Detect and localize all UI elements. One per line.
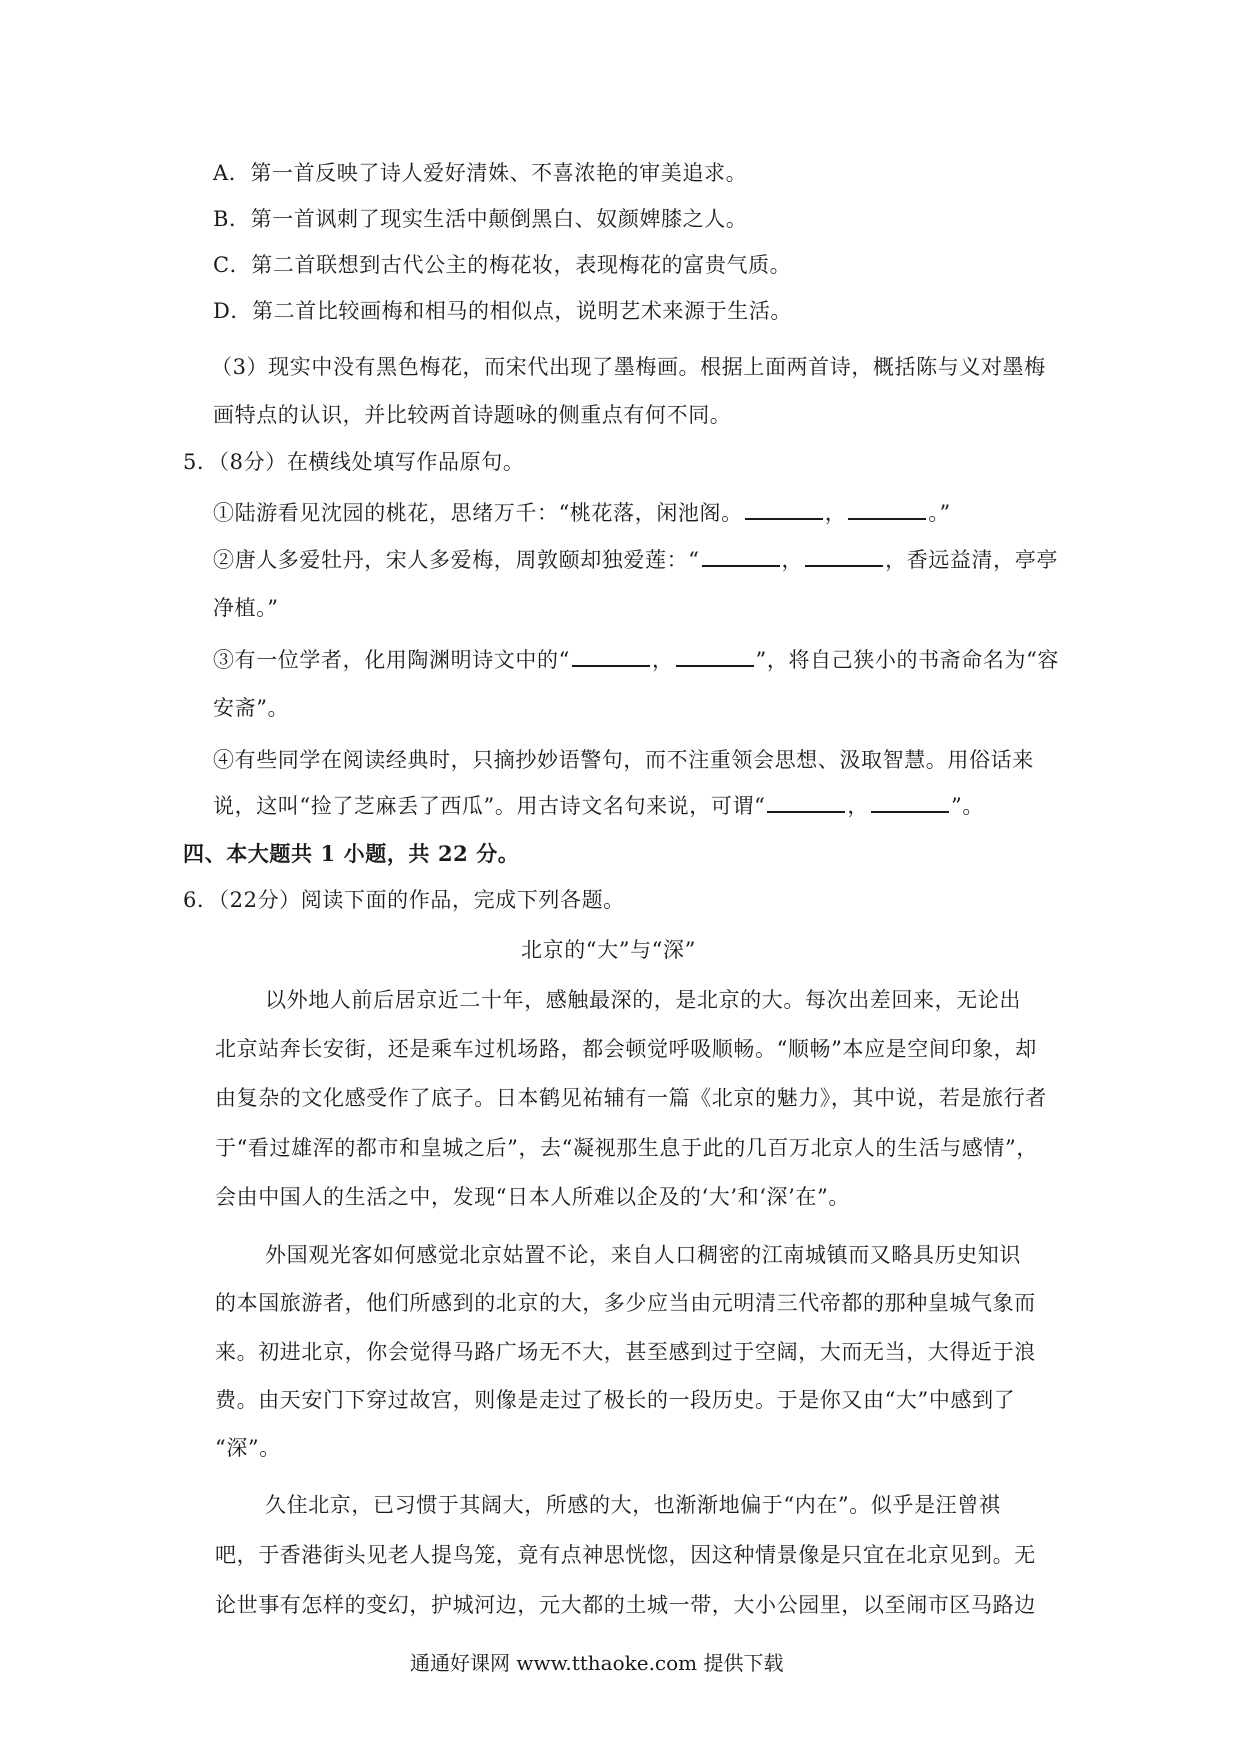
article-title: 北京的“大”与“深” (521, 938, 696, 962)
q5-item3-sep: ， (651, 648, 674, 672)
q5-item4-line1: ④有些同学在阅读经典时，只摘抄妙语警句，而不注重领会思想、汲取智慧。用俗话来 (213, 748, 1034, 772)
article-p2-line: “深”。 (215, 1436, 281, 1460)
answer-blank[interactable] (767, 791, 845, 813)
q5-item-3 (213, 645, 1059, 675)
article-p1-line: 会由中国人的生活之中，发现“日本人所难以企及的‘大’和‘深’在”。 (215, 1185, 850, 1209)
answer-blank[interactable] (848, 498, 926, 520)
option-c: C．第二首联想到古代公主的梅花妆，表现梅花的富贵气质。 (213, 253, 792, 277)
q5-item3-line2: 安斋”。 (213, 696, 290, 720)
article-p2-line: 外国观光客如何感觉北京姑置不论，来自人口稠密的江南城镇而又略具历史知识 (265, 1243, 1021, 1267)
answer-blank[interactable] (805, 545, 883, 567)
q5-item4-text: 说，这叫“捡了芝麻丢了西瓜”。用古诗文名句来说，可谓“ (213, 794, 766, 818)
q5-item-2 (213, 545, 1058, 575)
article-p2-line: 的本国旅游者，他们所感到的北京的大，多少应当由元明清三代帝都的那种皇城气象而 (215, 1291, 1036, 1315)
article-p1-line: 以外地人前后居京近二十年，感触最深的，是北京的大。每次出差回来，无论出 (265, 988, 1021, 1012)
q5-item2-text: ②唐人多爱牡丹，宋人多爱梅，周敦颐却独爱莲：“ (213, 548, 700, 572)
q5-item3-end: ”，将自己狭小的书斋命名为“容 (755, 648, 1060, 672)
article-p2-line: 费。由天安门下穿过故宫，则像是走过了极长的一段历史。于是你又由“大”中感到了 (215, 1388, 1016, 1412)
q5-item2-end: ，香远益清，亭亭 (885, 548, 1058, 572)
answer-blank[interactable] (702, 545, 780, 567)
q4-sub3-line2: 画特点的认识，并比较两首诗题咏的侧重点有何不同。 (213, 403, 732, 427)
q5-item2-line2: 净植。” (213, 596, 279, 620)
article-p2-line: 来。初进北京，你会觉得马路广场无不大，甚至感到过于空阔，大而无当，大得近于浪 (215, 1340, 1036, 1364)
q5-item1-sep: ， (824, 501, 847, 525)
option-b: B．第一首讽刺了现实生活中颠倒黑白、奴颜婢膝之人。 (213, 207, 748, 231)
footer-credit: 通通好课网 www.tthaoke.com 提供下载 (410, 1651, 784, 1675)
answer-blank[interactable] (871, 791, 949, 813)
option-a: A．第一首反映了诗人爱好清姝、不喜浓艳的审美追求。 (213, 161, 748, 185)
q5-item1-end: 。” (928, 501, 951, 525)
q4-sub3-line1: （3）现实中没有黑色梅花，而宋代出现了墨梅画。根据上面两首诗，概括陈与义对墨梅 (211, 355, 1046, 379)
q6-header: 6．（22分）阅读下面的作品，完成下列各题。 (183, 888, 625, 912)
article-p1-line: 由复杂的文化感受作了底子。日本鹤见祐辅有一篇《北京的魅力》，其中说，若是旅行者 (215, 1086, 1047, 1110)
q5-item2-sep: ， (781, 548, 804, 572)
answer-blank[interactable] (572, 645, 650, 667)
q5-item-4 (213, 791, 984, 821)
article-p3-line: 吧，于香港街头见老人提鸟笼，竟有点神思恍惚，因这种情景像是只宜在北京见到。无 (215, 1543, 1036, 1567)
q5-item-1 (213, 498, 951, 528)
answer-blank[interactable] (676, 645, 754, 667)
article-p3-line: 久住北京，已习惯于其阔大，所感的大，也渐渐地偏于“内在”。似乎是汪曾祺 (265, 1493, 1001, 1517)
q5-item1-text: ①陆游看见沈园的桃花，思绪万千：“桃花落，闲池阁。 (213, 501, 743, 525)
article-p1-line: 北京站奔长安街，还是乘车过机场路，都会顿觉呼吸顺畅。“顺畅”本应是空间印象，却 (215, 1037, 1037, 1061)
q5-item3-text: ③有一位学者，化用陶渊明诗文中的“ (213, 648, 570, 672)
q5-item4-end: ”。 (951, 794, 984, 818)
article-p3-line: 论世事有怎样的变幻，护城河边，元大都的土城一带，大小公园里，以至闹市区马路边 (215, 1593, 1036, 1617)
q5-header: 5．（8分）在横线处填写作品原句。 (183, 450, 525, 474)
option-d: D．第二首比较画梅和相马的相似点，说明艺术来源于生活。 (213, 299, 793, 323)
answer-blank[interactable] (745, 498, 823, 520)
section-heading: 四、本大题共 1 小题，共 22 分。 (183, 841, 520, 866)
article-p1-line: 于“看过雄浑的都市和皇城之后”，去“凝视那生息于此的几百万北京人的生活与感情”， (215, 1136, 1038, 1160)
q5-item4-sep: ， (847, 794, 870, 818)
